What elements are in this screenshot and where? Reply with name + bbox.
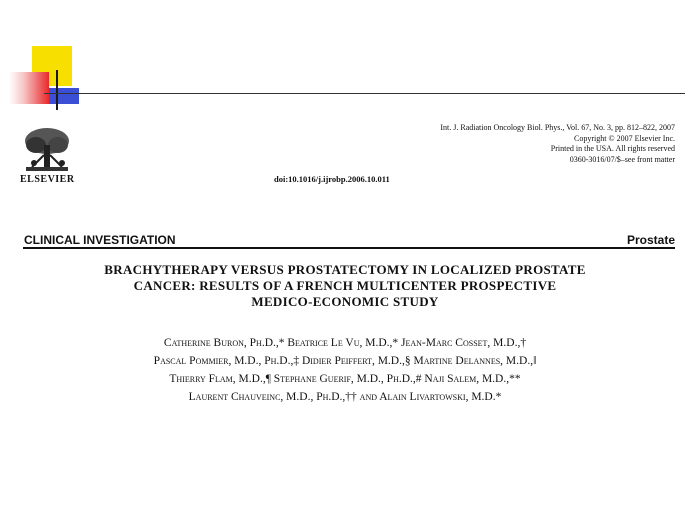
section-rule <box>23 247 675 249</box>
title-line: BRACHYTHERAPY VERSUS PROSTATECTOMY IN LOCALIZED PROSTATE <box>104 262 586 277</box>
horizontal-rule <box>44 93 685 94</box>
author-list <box>30 334 660 406</box>
author-line: Thierry Flam, M.D.,¶ Stephane Guerif, M.D., Ph.D.,# Naji Salem, M.D.,** <box>169 373 521 385</box>
citation-line: Printed in the USA. All rights reserved <box>550 144 675 153</box>
citation-line: Copyright © 2007 Elsevier Inc. <box>574 133 675 143</box>
article-title <box>30 262 660 310</box>
title-line: CANCER: RESULTS OF A FRENCH MULTICENTER PROSPECTIVE <box>133 278 557 293</box>
citation-line: 0360-3016/07/$–see front matter <box>569 154 675 164</box>
author-line: Laurent Chauveinc, M.D., Ph.D.,†† and Alain Livartowski, M.D.* <box>188 391 502 403</box>
author-line: Catherine Buron, Ph.D.,* Beatrice Le Vu, M.D.,* Jean-Marc Cosset, M.D.,† <box>163 337 527 349</box>
title-line: MEDICO-ECONOMIC STUDY <box>251 294 439 309</box>
citation-line: Int. J. Radiation Oncology Biol. Phys., Vol. 67, No. 3, pp. 812–822, 2007 <box>440 123 675 132</box>
blue-square-decoration <box>49 88 79 104</box>
author-line: Pascal Pommier, M.D., Ph.D.,‡ Didier Peiffert, M.D.,§ Martine Delannes, M.D.,‖ <box>153 355 537 367</box>
vertical-line-decoration <box>56 70 58 110</box>
publisher-name: ELSEVIER <box>20 174 75 185</box>
citation-block <box>440 123 675 165</box>
doi: doi:10.1016/j.ijrobp.2006.10.011 <box>274 174 390 184</box>
section-label: CLINICAL INVESTIGATION <box>24 233 176 247</box>
red-square-decoration <box>9 72 49 104</box>
section-topic: Prostate <box>626 233 675 247</box>
